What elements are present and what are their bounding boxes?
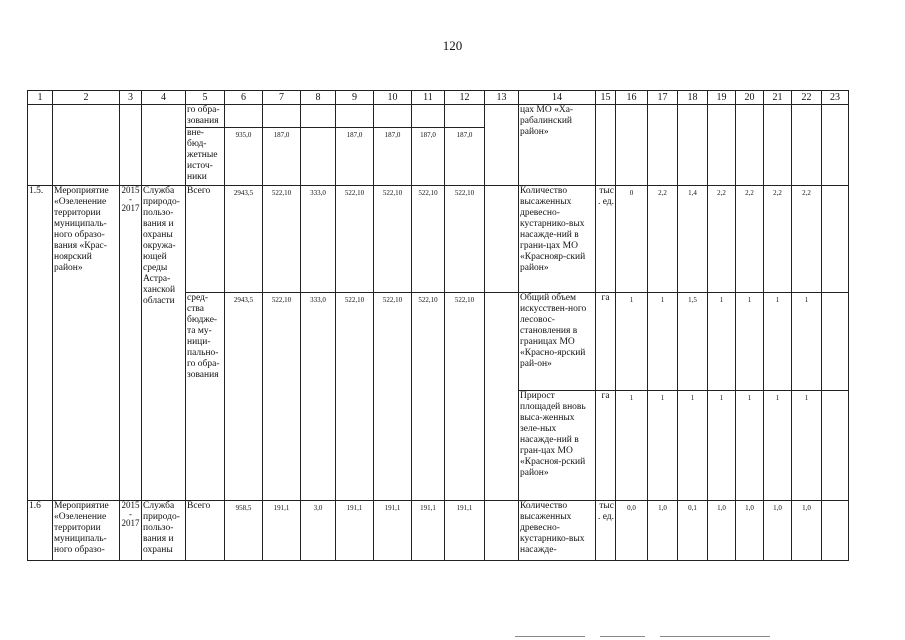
- target-cell: 1,4: [678, 186, 708, 293]
- amount-cell: 3,0: [301, 501, 336, 561]
- amount-cell: 958,5: [225, 501, 263, 561]
- amount-cell: 187,0: [374, 128, 412, 186]
- amount-cell: 522,10: [412, 293, 445, 501]
- indicator-cell: Общий объем искусствен-ного лесовос-становления в границах МО «Красно-ярский рай-он»: [519, 293, 596, 391]
- amount-cell: 187,0: [263, 128, 301, 186]
- col-header: 18: [678, 91, 708, 105]
- column-number-row: [28, 91, 849, 105]
- col-header: 4: [142, 91, 186, 105]
- cell: [822, 186, 849, 293]
- col-header: 19: [708, 91, 736, 105]
- target-cell: 1,0: [792, 501, 822, 561]
- indicator-cell: Количество высаженных древесно-кустарнико-вых насажде-: [519, 501, 596, 561]
- col-header: 9: [336, 91, 374, 105]
- indicator-cell: Количество высаженных древесно-кустарнико-вых насажде-ний в грани-цах МО «Краснояр-ский район»: [519, 186, 596, 293]
- target-cell: 2,2: [648, 186, 678, 293]
- unit-cell: га: [596, 293, 616, 391]
- col-header: 12: [445, 91, 485, 105]
- period-cell: 2015 - 2017: [120, 186, 142, 501]
- executor-cell: Служба природо-пользо-вания и охраны окружа-ющей среды Астра-ханской области: [142, 186, 186, 501]
- col-header: 21: [764, 91, 792, 105]
- cell: [263, 105, 301, 128]
- target-cell: 1: [648, 391, 678, 501]
- cell: [225, 105, 263, 128]
- target-cell: 1: [708, 293, 736, 391]
- cell: [822, 501, 849, 561]
- amount-cell: 522,10: [412, 186, 445, 293]
- cell: [374, 105, 412, 128]
- target-cell: 1: [616, 293, 648, 391]
- cell: [736, 105, 764, 186]
- target-cell: 0,1: [678, 501, 708, 561]
- item-number: 1.6: [28, 501, 53, 561]
- target-cell: 1,0: [736, 501, 764, 561]
- amount-cell: 522,10: [336, 293, 374, 501]
- target-cell: 2,2: [736, 186, 764, 293]
- scan-artifact-line: [600, 636, 645, 637]
- table-row: [28, 501, 849, 561]
- target-cell: 0,0: [616, 501, 648, 561]
- target-cell: 1: [678, 391, 708, 501]
- executor-cell: Служба природо-пользо-вания и охраны: [142, 501, 186, 561]
- col-header: 15: [596, 91, 616, 105]
- amount-cell: 187,0: [445, 128, 485, 186]
- cell: [648, 105, 678, 186]
- target-cell: 1,0: [708, 501, 736, 561]
- col-header: 3: [120, 91, 142, 105]
- activity-name: Мероприятие «Озеленение территории муниципаль-ного образо-: [53, 501, 120, 561]
- col-header: 6: [225, 91, 263, 105]
- cell: [678, 105, 708, 186]
- target-cell: 1,0: [648, 501, 678, 561]
- funding-source-cell: Всего: [186, 501, 225, 561]
- cell: [120, 105, 142, 186]
- amount-cell: [301, 128, 336, 186]
- target-cell: 1: [736, 293, 764, 391]
- amount-cell: 2943,5: [225, 186, 263, 293]
- target-cell: 1: [792, 391, 822, 501]
- amount-cell: 187,0: [412, 128, 445, 186]
- col-header: 20: [736, 91, 764, 105]
- target-cell: 1: [708, 391, 736, 501]
- amount-cell: 333,0: [301, 293, 336, 501]
- page-number: 120: [442, 38, 463, 53]
- cell: [485, 501, 519, 561]
- amount-cell: 522,10: [263, 293, 301, 501]
- target-cell: 1: [736, 391, 764, 501]
- target-cell: 1: [764, 293, 792, 391]
- item-number: 1.5.: [28, 186, 53, 501]
- cell: [596, 105, 616, 186]
- col-header: 23: [822, 91, 849, 105]
- cell: [616, 105, 648, 186]
- amount-cell: 2943,5: [225, 293, 263, 501]
- col-header: 17: [648, 91, 678, 105]
- table-row: [28, 105, 849, 128]
- period-cell: 2015 - 2017: [120, 501, 142, 561]
- unit-cell: тыс. ед.: [596, 186, 616, 293]
- cell: [822, 105, 849, 186]
- cell: [708, 105, 736, 186]
- col-header: 22: [792, 91, 822, 105]
- amount-cell: 191,1: [374, 501, 412, 561]
- amount-cell: 522,10: [374, 293, 412, 501]
- col-header: 16: [616, 91, 648, 105]
- target-cell: 2,2: [792, 186, 822, 293]
- target-cell: 0: [616, 186, 648, 293]
- col-header: 11: [412, 91, 445, 105]
- amount-cell: 522,10: [263, 186, 301, 293]
- target-cell: 1: [648, 293, 678, 391]
- target-cell: 1: [616, 391, 648, 501]
- col-header: 1: [28, 91, 53, 105]
- funding-source-cell: Всего: [186, 186, 225, 293]
- amount-cell: 522,10: [374, 186, 412, 293]
- col-header: 2: [53, 91, 120, 105]
- cell: [764, 105, 792, 186]
- amount-cell: 522,10: [445, 186, 485, 293]
- cell: [445, 105, 485, 128]
- amount-cell: 522,10: [336, 186, 374, 293]
- funding-source-cell: го обра-зования: [186, 105, 225, 128]
- target-cell: 1: [792, 293, 822, 391]
- target-cell: 2,2: [764, 186, 792, 293]
- indicator-cell: Прирост площадей вновь выса-женных зеле-ных насажде-ний в гран-цах МО «Красноя-рский район»: [519, 391, 596, 501]
- cell: [53, 105, 120, 186]
- amount-cell: 333,0: [301, 186, 336, 293]
- cell: [792, 105, 822, 186]
- target-cell: 2,2: [708, 186, 736, 293]
- cell: [412, 105, 445, 128]
- cell: [485, 293, 519, 501]
- amount-cell: 191,1: [445, 501, 485, 561]
- funding-source-cell: сред-ства бюдже-та му-ници-пально-го обра-зования: [186, 293, 225, 501]
- activity-name: Мероприятие «Озеленение территории муниципаль-ного образо-вания «Крас-ноярский район»: [53, 186, 120, 501]
- amount-cell: 191,1: [412, 501, 445, 561]
- col-header: 7: [263, 91, 301, 105]
- target-cell: 1: [764, 391, 792, 501]
- program-table: [27, 90, 849, 561]
- col-header: 10: [374, 91, 412, 105]
- indicator-cell: цах МО «Ха-рабалинский район»: [519, 105, 596, 186]
- cell: [822, 391, 849, 501]
- amount-cell: 935,0: [225, 128, 263, 186]
- unit-cell: га: [596, 391, 616, 501]
- cell: [822, 293, 849, 391]
- amount-cell: 522,10: [445, 293, 485, 501]
- amount-cell: 191,1: [263, 501, 301, 561]
- cell: [336, 105, 374, 128]
- unit-cell: тыс. ед.: [596, 501, 616, 561]
- funding-source-cell: вне-бюд-жетные источ-ники: [186, 128, 225, 186]
- cell: [142, 105, 186, 186]
- scan-artifact-line: [660, 636, 770, 637]
- scan-artifact-line: [515, 636, 585, 637]
- cell: [301, 105, 336, 128]
- cell: [28, 105, 53, 186]
- amount-cell: 191,1: [336, 501, 374, 561]
- cell: [485, 105, 519, 186]
- amount-cell: 187,0: [336, 128, 374, 186]
- col-header: 13: [485, 91, 519, 105]
- table-row: [28, 186, 849, 293]
- col-header: 8: [301, 91, 336, 105]
- target-cell: 1,5: [678, 293, 708, 391]
- col-header: 5: [186, 91, 225, 105]
- target-cell: 1,0: [764, 501, 792, 561]
- col-header: 14: [519, 91, 596, 105]
- cell: [485, 186, 519, 293]
